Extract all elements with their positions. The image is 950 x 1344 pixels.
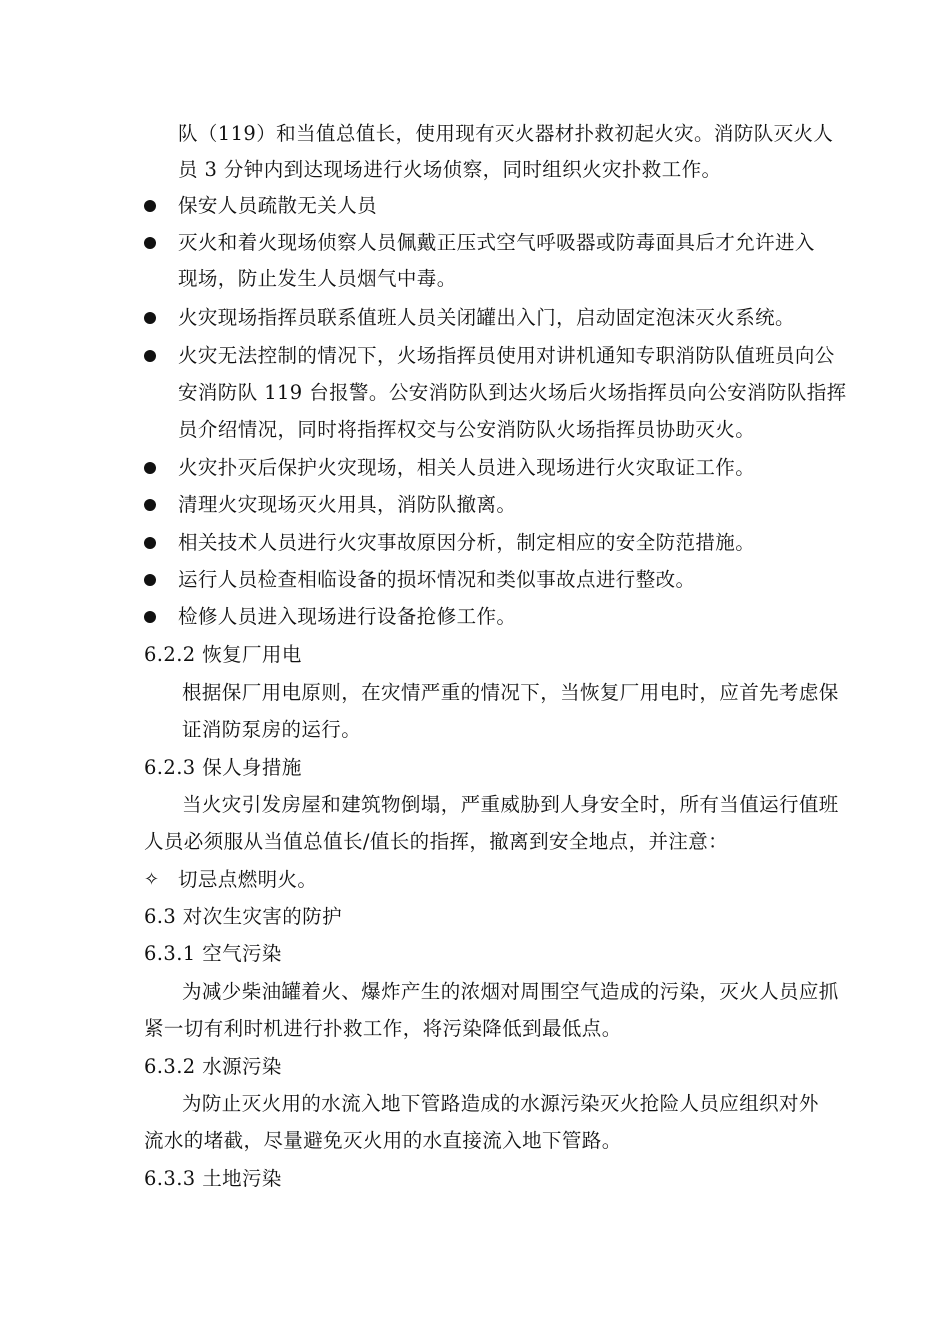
paragraph-line: 证消防泵房的运行。 xyxy=(182,718,362,741)
bullet-item-text: 火灾无法控制的情况下，火场指挥员使用对讲机通知专职消防队值班员向公 xyxy=(178,344,835,367)
paragraph-line: 队（119）和当值总值长，使用现有灭火器材扑救初起火灾。消防队灭火人 xyxy=(178,122,834,145)
paragraph-line: 根据保厂用电原则，在灾情严重的情况下，当恢复厂用电时，应首先考虑保 xyxy=(182,681,839,704)
bullet-icon xyxy=(144,462,156,474)
section-heading: 6.2.3 保人身措施 xyxy=(144,756,302,779)
bullet-icon xyxy=(144,312,156,324)
section-heading: 6.3 对次生灾害的防护 xyxy=(144,905,343,928)
section-heading: 6.2.2 恢复厂用电 xyxy=(144,643,302,666)
paragraph-line: 为防止灭火用的水流入地下管路造成的水源污染灭火抢险人员应组织对外 xyxy=(182,1092,819,1115)
paragraph-line: 流水的堵截，尽量避免灭火用的水直接流入地下管路。 xyxy=(144,1129,622,1152)
bullet-item-text: 员介绍情况，同时将指挥权交与公安消防队火场指挥员协助灭火。 xyxy=(178,418,756,441)
paragraph-line: 为减少柴油罐着火、爆炸产生的浓烟对周围空气造成的污染，灭火人员应抓 xyxy=(182,980,839,1003)
bullet-item-text: 火灾扑灭后保护火灾现场，相关人员进入现场进行火灾取证工作。 xyxy=(178,456,756,479)
bullet-item-text: 火灾现场指挥员联系值班人员关闭罐出入门，启动固定泡沫灭火系统。 xyxy=(178,306,795,329)
bullet-item-text: 清理火灾现场灭火用具，消防队撤离。 xyxy=(178,493,517,516)
paragraph-line: 紧一切有利时机进行扑救工作，将污染降低到最低点。 xyxy=(144,1017,622,1040)
section-heading: 6.3.3 土地污染 xyxy=(144,1167,282,1190)
bullet-item-text: 相关技术人员进行火灾事故原因分析，制定相应的安全防范措施。 xyxy=(178,531,756,554)
bullet-icon xyxy=(144,574,156,586)
section-heading: 6.3.1 空气污染 xyxy=(144,942,282,965)
section-heading: 6.3.2 水源污染 xyxy=(144,1055,282,1078)
bullet-item-text: 安消防队 119 台报警。公安消防队到达火场后火场指挥员向公安消防队指挥 xyxy=(178,381,847,404)
bullet-item-text: 灭火和着火现场侦察人员佩戴正压式空气呼吸器或防毒面具后才允许进入 xyxy=(178,231,815,254)
bullet-icon xyxy=(144,350,156,362)
bullet-icon xyxy=(144,200,156,212)
bullet-item-text: 现场，防止发生人员烟气中毒。 xyxy=(178,267,457,290)
bullet-icon xyxy=(144,499,156,511)
bullet-item-text: 保安人员疏散无关人员 xyxy=(178,194,378,217)
bullet-icon xyxy=(144,611,156,623)
paragraph-line: 人员必须服从当值总值长/值长的指挥，撤离到安全地点，并注意： xyxy=(144,830,729,853)
diamond-item-text: 切忌点燃明火。 xyxy=(178,868,318,891)
bullet-item-text: 检修人员进入现场进行设备抢修工作。 xyxy=(178,605,517,628)
bullet-icon xyxy=(144,237,156,249)
bullet-item-text: 运行人员检查相临设备的损坏情况和类似事故点进行整改。 xyxy=(178,568,696,591)
diamond-bullet-icon: ✧ xyxy=(144,869,160,890)
bullet-icon xyxy=(144,537,156,549)
paragraph-line: 员 3 分钟内到达现场进行火场侦察，同时组织火灾扑救工作。 xyxy=(178,158,722,181)
paragraph-line: 当火灾引发房屋和建筑物倒塌，严重威胁到人身安全时，所有当值运行值班 xyxy=(182,793,839,816)
